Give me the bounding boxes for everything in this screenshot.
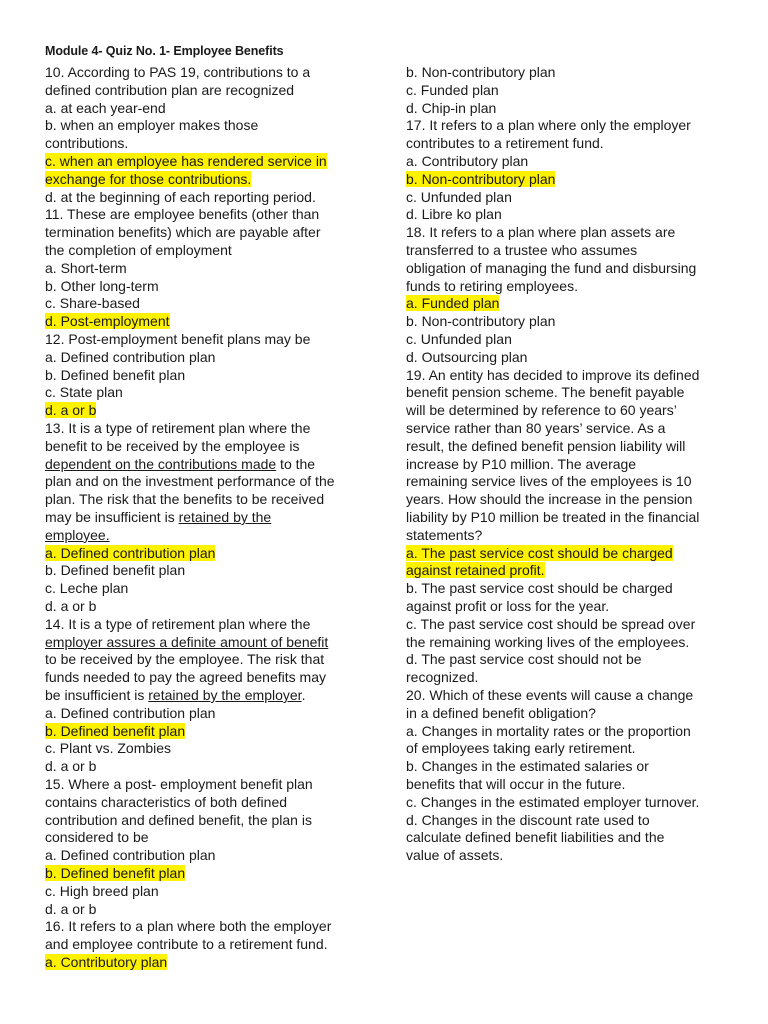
underlined-text: employer assures a definite amount of benefit: [45, 633, 329, 650]
text-line: [406, 634, 689, 651]
text-segment: c. Changes in the estimated employer turnover.: [406, 793, 700, 810]
text-line: [406, 349, 527, 366]
text-segment: a. at each year-end: [45, 99, 166, 116]
text-segment: b. Changes in the estimated salaries or: [406, 758, 649, 775]
text-line: [45, 260, 127, 277]
text-line: [406, 367, 699, 384]
text-segment: result, the defined benefit pension liability will: [406, 437, 686, 454]
text-line: [406, 740, 636, 757]
text-segment: statements?: [406, 526, 483, 543]
underlined-text: dependent on the contributions made: [45, 455, 277, 472]
text-line: [406, 206, 502, 223]
text-segment: b. Defined benefit plan: [45, 562, 186, 579]
text-line: [45, 349, 215, 366]
text-line: [406, 64, 555, 81]
text-line: [45, 651, 324, 668]
text-line: [406, 117, 691, 134]
text-segment: c. Funded plan: [406, 81, 499, 98]
page-title: Module 4- Quiz No. 1- Employee Benefits: [45, 44, 284, 58]
text-line: [45, 491, 324, 508]
text-line: [406, 331, 512, 348]
text-segment: be insufficient is: [45, 687, 149, 703]
text-line: [406, 278, 578, 295]
text-line: [45, 420, 310, 437]
text-line: [406, 171, 555, 188]
text-line: [406, 687, 693, 704]
text-segment: against profit or loss for the year.: [406, 598, 610, 614]
text-segment: d. a or b: [45, 900, 97, 917]
text-line: [406, 384, 684, 401]
text-line: [406, 242, 637, 259]
text-segment: value of assets.: [406, 847, 504, 864]
text-segment: c. High breed plan: [45, 882, 159, 899]
text-line: [45, 847, 215, 864]
text-segment: transferred to a trustee who assumes: [406, 242, 638, 258]
text-line: [45, 295, 140, 312]
highlighted-answer: d. a or b: [45, 402, 97, 419]
text-line: [45, 384, 123, 401]
text-segment: c. State plan: [45, 384, 123, 401]
text-line: [45, 812, 312, 829]
text-line: [406, 812, 650, 829]
text-line: [45, 794, 287, 811]
text-segment: c. The past service cost should be spread over: [406, 615, 696, 632]
text-line: [45, 580, 128, 597]
text-segment: a. Defined contribution plan: [45, 847, 216, 864]
text-segment: years. How should the increase in the pension: [406, 491, 693, 508]
text-line: [406, 153, 528, 170]
text-line: [406, 224, 675, 241]
highlighted-answer: a. Funded plan: [406, 295, 500, 312]
text-segment: c. Unfunded plan: [406, 331, 512, 347]
text-segment: and employee contribute to a retirement fund.: [45, 936, 328, 953]
text-line: [45, 242, 232, 259]
text-segment: d. at the beginning of each reporting period.: [45, 188, 316, 205]
text-segment: 15. Where a post- employment benefit plan: [45, 776, 313, 792]
text-segment: b. when an employer makes those: [45, 117, 259, 134]
highlighted-answer: c. when an employee has rendered service in: [45, 153, 327, 169]
text-line: [45, 331, 310, 348]
text-segment: b. Other long-term: [45, 277, 159, 294]
text-line: [45, 883, 159, 900]
text-line: [45, 545, 215, 562]
text-line: [406, 669, 478, 686]
text-segment: 13. It is a type of retirement plan where the: [45, 420, 311, 436]
text-line: [45, 740, 171, 757]
text-line: [45, 153, 327, 170]
text-line: [406, 776, 625, 793]
text-segment: benefits that will occur in the future.: [406, 776, 626, 792]
highlighted-answer: against retained profit.: [406, 562, 545, 579]
text-line: [45, 82, 294, 99]
text-line: [45, 171, 251, 188]
text-line: [406, 82, 499, 99]
text-line: [406, 313, 555, 330]
text-line: [406, 473, 692, 490]
text-line: [406, 598, 609, 615]
text-line: [406, 260, 696, 277]
text-segment: d. a or b: [45, 758, 97, 775]
text-segment: calculate defined benefit liabilities and the: [406, 829, 665, 846]
text-line: [45, 64, 310, 81]
highlighted-answer: a. Contributory plan: [45, 954, 168, 970]
text-segment: 14. It is a type of retirement plan where the: [45, 615, 311, 632]
text-line: [45, 224, 320, 241]
text-line: [406, 705, 596, 722]
text-line: [45, 100, 166, 117]
text-segment: the completion of employment: [45, 242, 232, 258]
text-segment: 19. An entity has decided to improve its defined: [406, 366, 700, 383]
text-segment: defined contribution plan are recognized: [45, 81, 295, 98]
text-segment: benefit pension scheme. The benefit payable: [406, 384, 685, 401]
highlighted-answer: a. Defined contribution plan: [45, 544, 216, 561]
text-line: [45, 723, 185, 740]
text-segment: obligation of managing the fund and disbursing: [406, 259, 697, 276]
text-line: [45, 936, 328, 953]
text-segment: contains characteristics of both defined: [45, 793, 288, 810]
text-segment: contributes to a retirement fund.: [406, 135, 604, 152]
text-line: [406, 100, 496, 117]
text-line: [406, 794, 699, 811]
text-line: [406, 135, 604, 152]
text-line: [45, 634, 328, 651]
underlined-text: retained by the employer: [148, 687, 302, 703]
text-line: [406, 527, 482, 544]
text-segment: contribution and defined benefit, the plan is: [45, 811, 312, 828]
text-segment: d. Changes in the discount rate used to: [406, 811, 650, 828]
highlighted-answer: d. Post-employment: [45, 313, 170, 330]
text-segment: remaining service lives of the employees is 10: [406, 473, 692, 490]
text-segment: funds to retiring employees.: [406, 277, 578, 294]
text-line: [406, 295, 499, 312]
text-segment: to be received by the employee. The risk that: [45, 651, 325, 668]
text-segment: of employees taking early retirement.: [406, 740, 636, 757]
text-segment: a. Defined contribution plan: [45, 704, 216, 721]
text-line: [45, 278, 159, 295]
text-segment: 11. These are employee benefits (other than: [45, 206, 320, 223]
text-line: [45, 367, 185, 384]
highlighted-answer: b. Non-contributory plan: [406, 170, 556, 187]
text-segment: b. The past service cost should be charged: [406, 580, 673, 597]
text-line: [45, 954, 167, 971]
text-segment: c. Unfunded plan: [406, 188, 512, 205]
text-segment: 17. It refers to a plan where only the employer: [406, 117, 691, 134]
text-line: [406, 723, 691, 740]
highlighted-answer: exchange for those contributions.: [45, 170, 252, 187]
text-segment: c. Plant vs. Zombies: [45, 740, 172, 757]
text-line: [406, 829, 664, 846]
text-segment: benefit to be received by the employee is: [45, 437, 300, 454]
text-line: [406, 438, 685, 455]
highlighted-answer: b. Defined benefit plan: [45, 722, 186, 739]
text-segment: a. Changes in mortality rates or the proportion: [406, 722, 691, 739]
text-segment: will be determined by reference to 60 years’: [406, 402, 677, 419]
text-segment: funds needed to pay the agreed benefits may: [45, 669, 326, 686]
text-segment: a. Contributory plan: [406, 153, 529, 169]
text-line: [406, 491, 692, 508]
text-segment: 18. It refers to a plan where plan assets are: [406, 224, 676, 241]
text-line: [406, 420, 665, 437]
text-line: [45, 189, 316, 206]
text-segment: b. Defined benefit plan: [45, 366, 186, 383]
text-line: [45, 117, 258, 134]
text-line: [45, 509, 271, 526]
text-line: [406, 562, 545, 579]
text-segment: in a defined benefit obligation?: [406, 704, 596, 721]
text-segment: .: [301, 687, 306, 703]
text-line: [406, 402, 677, 419]
text-line: [45, 598, 96, 615]
text-segment: plan. The risk that the benefits to be received: [45, 491, 325, 508]
text-segment: considered to be: [45, 829, 149, 846]
text-segment: 10. According to PAS 19, contributions to a: [45, 64, 311, 80]
text-segment: liability by P10 million be treated in the financial: [406, 509, 700, 525]
text-line: [45, 901, 96, 918]
text-line: [45, 402, 96, 419]
text-line: [45, 438, 300, 455]
highlighted-answer: b. Defined benefit plan: [45, 865, 186, 881]
text-line: [406, 456, 636, 473]
text-segment: d. The past service cost should not be: [406, 651, 642, 668]
text-line: [45, 776, 313, 793]
underlined-text: employee.: [45, 526, 110, 543]
text-line: [45, 918, 331, 935]
text-line: [406, 651, 642, 668]
text-line: [406, 189, 512, 206]
text-segment: contributions.: [45, 135, 129, 152]
text-segment: a. Short-term: [45, 259, 127, 276]
text-line: [45, 865, 185, 882]
text-line: [45, 705, 215, 722]
text-segment: d. a or b: [45, 598, 97, 614]
text-segment: service rather than 80 years’ service. As a: [406, 420, 666, 436]
text-segment: 16. It refers to a plan where both the employer: [45, 918, 332, 935]
text-line: [45, 527, 110, 544]
text-line: [45, 473, 335, 490]
text-line: [406, 616, 695, 633]
text-line: [406, 847, 503, 864]
text-line: [45, 135, 128, 152]
text-segment: b. Non-contributory plan: [406, 64, 556, 80]
text-line: [45, 206, 319, 223]
text-line: [45, 562, 185, 579]
text-segment: c. Share-based: [45, 295, 140, 312]
text-segment: termination benefits) which are payable after: [45, 224, 321, 241]
highlighted-answer: a. The past service cost should be charged: [406, 544, 673, 561]
text-line: [45, 456, 315, 473]
text-segment: 20. Which of these events will cause a change: [406, 687, 694, 703]
text-line: [45, 616, 310, 633]
text-segment: d. Chip-in plan: [406, 99, 497, 116]
text-line: [45, 313, 170, 330]
text-segment: b. Non-contributory plan: [406, 313, 556, 330]
text-segment: plan and on the investment performance of the: [45, 473, 335, 490]
text-line: [406, 509, 699, 526]
text-segment: a. Defined contribution plan: [45, 348, 216, 365]
text-line: [45, 669, 326, 686]
text-segment: increase by P10 million. The average: [406, 455, 637, 472]
text-line: [45, 758, 96, 775]
text-segment: recognized.: [406, 669, 479, 686]
text-line: [406, 758, 649, 775]
text-segment: to the: [276, 455, 316, 472]
text-segment: 12. Post-employment benefit plans may be: [45, 331, 311, 347]
text-line: [45, 687, 305, 704]
text-line: [406, 580, 673, 597]
text-segment: c. Leche plan: [45, 580, 129, 597]
text-line: [45, 829, 149, 846]
text-segment: may be insufficient is: [45, 509, 179, 525]
text-line: [406, 545, 673, 562]
text-segment: d. Outsourcing plan: [406, 348, 528, 365]
text-segment: d. Libre ko plan: [406, 206, 502, 223]
text-segment: the remaining working lives of the employees.: [406, 633, 690, 650]
underlined-text: retained by the: [178, 509, 272, 525]
